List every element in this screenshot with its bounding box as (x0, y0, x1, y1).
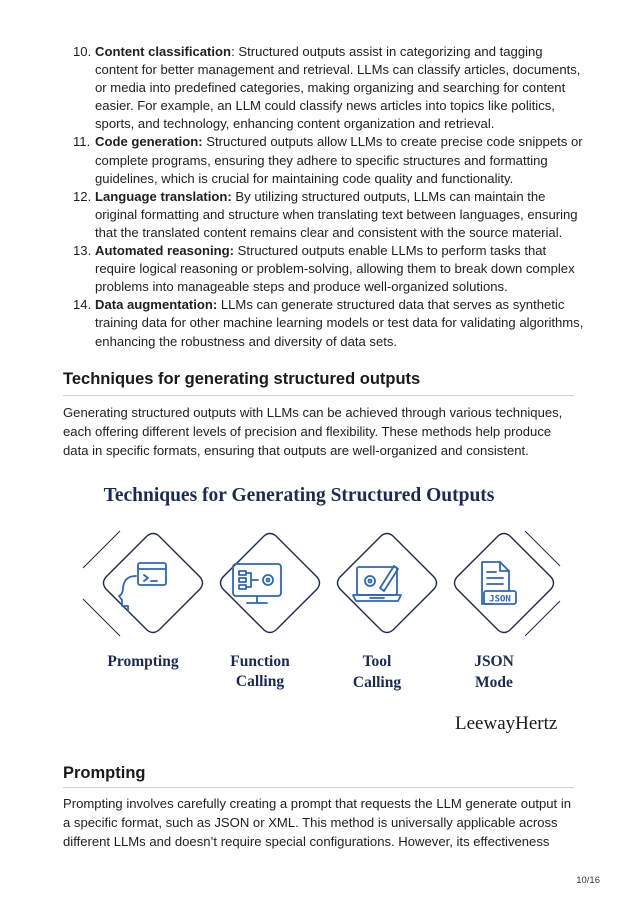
page-number: 10/16 (576, 875, 600, 886)
section-heading-techniques: Techniques for generating structured outputs (63, 370, 421, 388)
brand-logo-text: LeewayHertz (455, 713, 558, 734)
item-text: By utilizing structured outputs, LLMs can maintain the original formatting and structure when translating text between languages, ensuring that the translated content remains clear and consistent with the source material. (95, 188, 578, 240)
item-term: Language translation: (95, 188, 232, 204)
item-text: Structured outputs allow LLMs to create precise code snippets or complete programs, ensuring they adhere to specific structures and formatting guidelines, which is crucial for maintaining code quality and functionality. (95, 134, 583, 186)
json-badge-text: JSON (489, 594, 511, 605)
item-text: Structured outputs assist in categorizing and tagging content for better management and retrieval. LLMs can classify articles, documents, or media into predefined categories, making organizing and searching for content easier. For example, an LLM could classify news articles into topics like politics, sports, and technology, enhancing content organization and retrieval. (95, 44, 581, 132)
item-term: Automated reasoning: (95, 243, 234, 259)
diamond-outline (83, 531, 120, 636)
label-tool-calling-line1: Tool (362, 653, 392, 670)
diamond-outline (338, 534, 437, 633)
item-term: Content classification (95, 44, 232, 59)
item-number: 12. (73, 188, 92, 204)
figure-title: Techniques for Generating Structured Outputs (103, 485, 495, 506)
item-text: LLMs can generate structured data that serves as synthetic training data for other machine learning models or test data for validating algorithms, enhancing the robustness and diversity of data sets. (95, 297, 584, 349)
section-heading-prompting: Prompting (63, 764, 146, 782)
item-term: Code generation: (95, 134, 203, 150)
function-calling-icon (233, 564, 281, 603)
label-json-mode-line2: Mode (475, 674, 513, 691)
item-separator: : (231, 44, 235, 59)
diamond-outline (104, 534, 203, 633)
label-tool-calling-line2: Calling (352, 674, 402, 691)
diamond-outline (221, 534, 320, 633)
section-paragraph: Generating structured outputs with LLMs can be achieved through various techniques, each offering different levels of precision and flexibility. These methods help produce data in specific formats, ensuring that outputs are well-organized and consistent. (63, 405, 563, 458)
label-prompting: Prompting (107, 653, 179, 670)
tool-calling-icon (353, 566, 401, 601)
item-number: 10. (73, 44, 92, 59)
item-term: Data augmentation: (95, 297, 218, 313)
item-number: 13. (73, 243, 92, 259)
label-function-calling-line2: Calling (235, 673, 285, 690)
diamond-outline (525, 531, 560, 636)
section-divider (63, 787, 574, 788)
prompting-icon (119, 563, 166, 611)
section-paragraph: Prompting involves carefully creating a prompt that requests the LLM generate output in a specific format, such as JSON or XML. This method is universally applicable across different LLMs and doesn’t require special configurations. However, its effectiveness (63, 796, 572, 849)
item-text: Structured outputs enable LLMs to perform tasks that require logical reasoning or problem-solving, allowing them to break down complex problems into manageable steps and produce well-organized solutions. (95, 243, 575, 295)
diamond-outline (455, 534, 554, 633)
item-number: 14. (73, 297, 92, 313)
item-number: 11. (73, 134, 91, 150)
label-function-calling-line1: Function (230, 653, 290, 670)
label-json-mode-line1: JSON (474, 653, 514, 670)
